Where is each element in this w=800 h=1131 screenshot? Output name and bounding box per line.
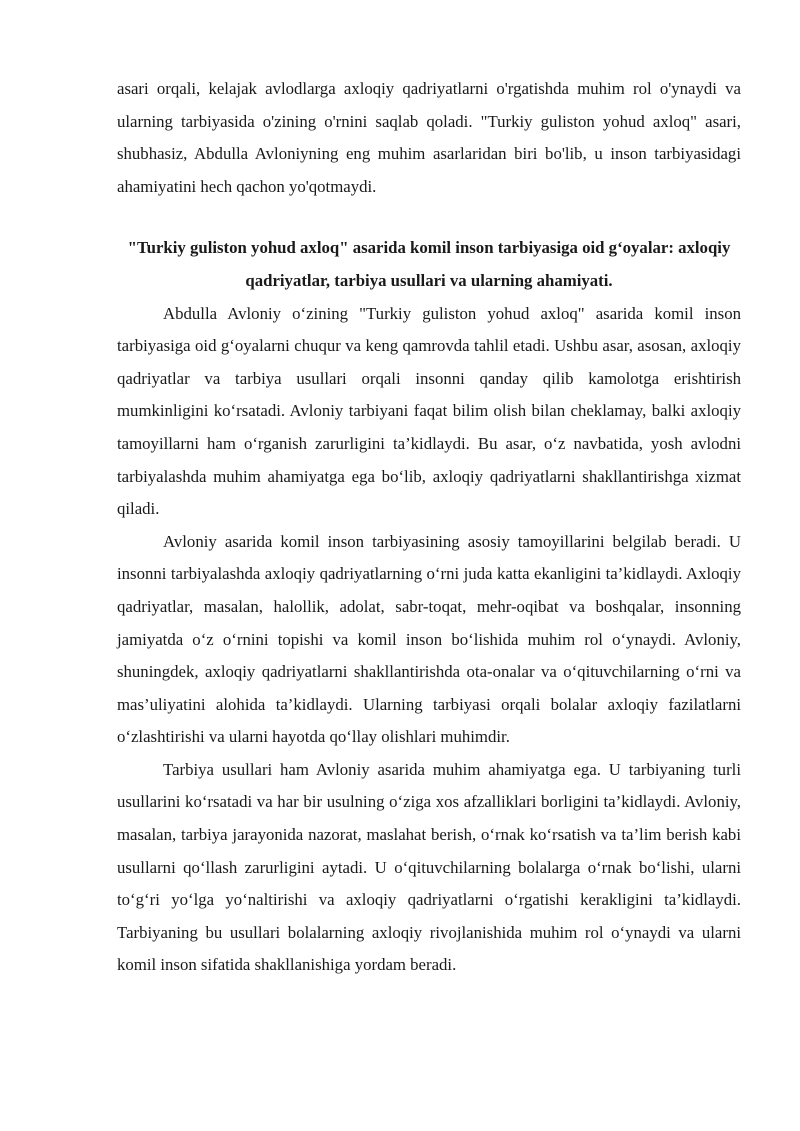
body-paragraph-2: Avloniy asarida komil inson tarbiyasining asosiy tamoyillarini belgilab beradi. U insonni tarbiyalashda axloqiy qadriyatlarning o‘rni juda katta ekanligini ta’kidlaydi. Axloqiy qadriyatlar, masalan, halollik, adolat, sabr-toqat, mehr-oqibat va boshqalar, insonning jamiyatda o‘z o‘rnini topishi va komil inson bo‘lishida muhim rol o‘ynaydi. Avloniy, shuningdek, axloqiy qadriyatlarni shakllantirishda ota-onalar va o‘qituvchilarning o‘rni va mas’uliyatini alohida ta’kidlaydi. Ularning tarbiyasi orqali bolalar axloqiy fazilatlarni o‘zlashtirishi va ularni hayotda qo‘llay olishlari muhimdir. bbox=[117, 531, 741, 747]
body-paragraph-3: Tarbiya usullari ham Avloniy asarida muhim ahamiyatga ega. U tarbiyaning turli usullarini ko‘rsatadi va har bir usulning o‘ziga xos afzalliklari borligini ta’kidlaydi. Avloniy, masalan, tarbiya jarayonida nazorat, maslahat berish, o‘rnak ko‘rsatish va ta’lim berish kabi usullarni qo‘llash zarurligini aytadi. U o‘qituvchilarning bolalarga o‘rnak bo‘lishi, ularni to‘g‘ri yo‘lga yo‘naltirishi va axloqiy qadriyatlarni o‘rgatishi kerakligini ta’kidlaydi. Tarbiyaning bu usullari bolalarning axloqiy rivojlanishida muhim rol o‘ynaydi va ularni komil inson sifatida shakllanishiga yordam beradi. bbox=[117, 759, 741, 975]
section-heading: "Turkiy guliston yohud axloq" asarida komil inson tarbiyasiga oid g‘oyalar: axloqiy qadriyatlar, tarbiya usullari va ularning ahamiyati. bbox=[127, 238, 731, 290]
body-paragraph-1: Abdulla Avloniy o‘zining "Turkiy guliston yohud axloq" asarida komil inson tarbiyasiga oid g‘oyalarni chuqur va keng qamrovda tahlil etadi. Ushbu asar, asosan, axloqiy qadriyatlar va tarbiya usullari orqali insonni qanday qilib kamolotga erishtirish mumkinligini ko‘rsatadi. Avloniy tarbiyani faqat bilim olish bilan cheklamay, balki axloqiy tamoyillarni ham o‘rganish zarurligini ta’kidlaydi. Bu asar, o‘z navbatida, yosh avlodni tarbiyalashda muhim ahamiyatga ega bo‘lib, axloqiy qadriyatlarni shakllantirishga xizmat qiladi. bbox=[117, 303, 741, 519]
document-page bbox=[117, 73, 741, 982]
continuation-paragraph: asari orqali, kelajak avlodlarga axloqiy qadriyatlarni o'rgatishda muhim rol o'ynaydi va ularning tarbiyasida o'zining o'rnini saqlab qoladi. "Turkiy guliston yohud axloq" asari, shubhasiz, Abdulla Avloniyning eng muhim asarlaridan biri bo'lib, u inson tarbiyasidagi ahamiyatini hech qachon yo'qotmaydi. bbox=[117, 79, 741, 196]
